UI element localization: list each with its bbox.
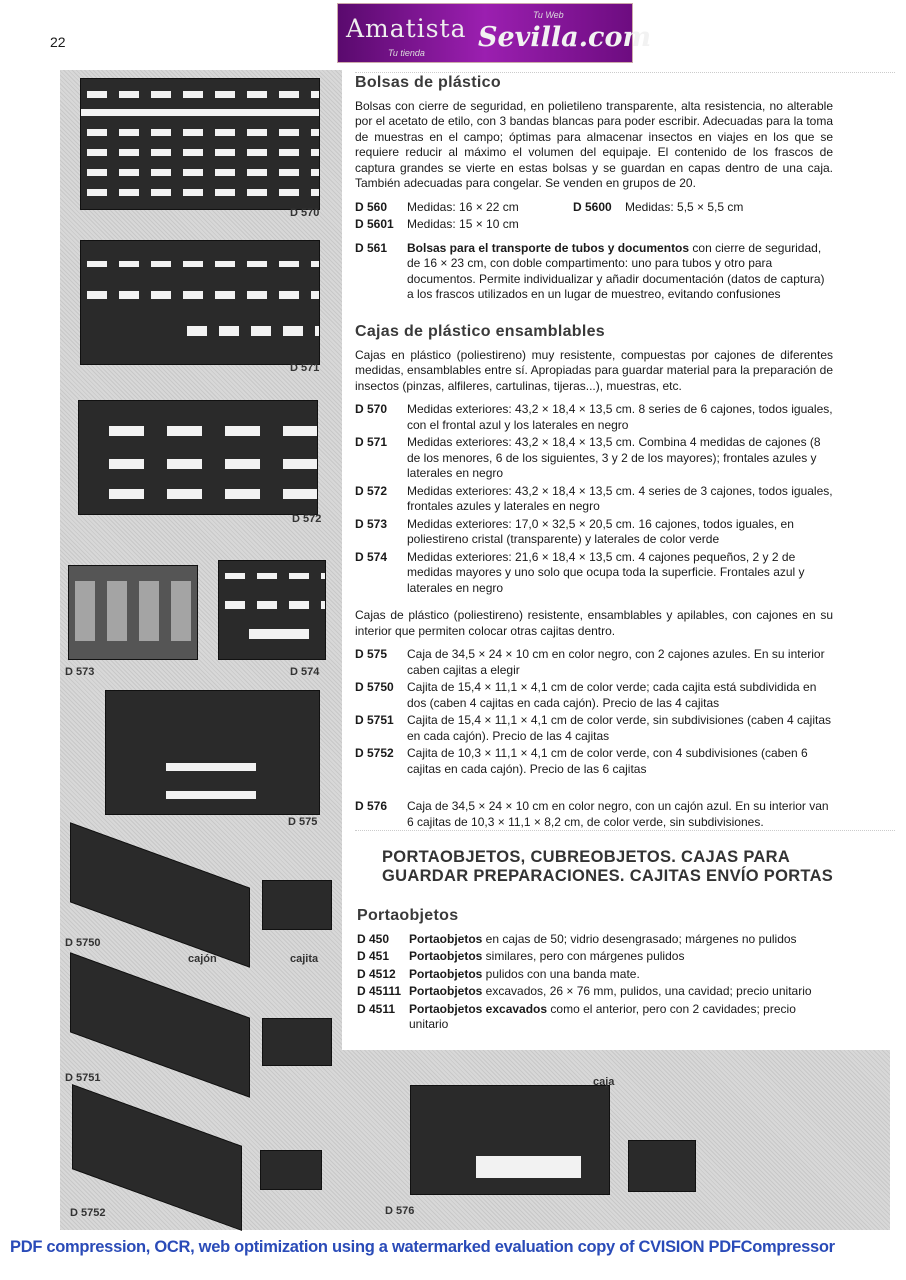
item-text: Cajita de 10,3 × 11,1 × 4,1 cm de color verde, con 4 subdivisiones (caben 6 cajitas en cada cajón). Precio de las 6 cajitas	[407, 746, 808, 776]
logo-sub: Sevilla.com	[478, 22, 652, 53]
heading-bolsas: Bolsas de plástico	[355, 74, 501, 91]
item-code: D 560	[355, 199, 388, 214]
item-bold-text: Portaobjetos	[409, 931, 483, 946]
product-image-cajita	[262, 880, 332, 930]
item-code: D 573	[355, 516, 388, 531]
item-bold-text: Portaobjetos	[409, 949, 483, 963]
item-code: D 571	[355, 435, 388, 449]
item-code: D 5750	[355, 680, 394, 694]
item-text: como el anterior, pero con 2 cavidades; precio unitario	[409, 1001, 796, 1031]
item-code: D 576	[355, 799, 388, 813]
item-text: en cajas de 50; vidrio desengrasado; márgenes no pulidos	[482, 931, 797, 946]
logo-tag-web: Tu Web	[533, 10, 564, 20]
watermark-footer: PDF compression, OCR, web optimization using a watermarked evaluation copy of CVISION PDFCompressor	[10, 1238, 835, 1256]
item-code: D 451	[357, 949, 390, 963]
product-image-d573	[68, 565, 198, 660]
item-text: Caja de 34,5 × 24 × 10 cm en color negro, con 2 cajones azules. En su interior caben cajitas a elegir	[407, 647, 825, 677]
item-text: Cajita de 15,4 × 11,1 × 4,1 cm de color verde; cada cajita está subdividida en dos (caben 4 cajitas en cada cajón). Precio de las 4 cajitas	[407, 680, 817, 710]
label-caja: caja	[593, 1076, 615, 1088]
label-cajon: cajón	[188, 953, 217, 965]
page-number: 22	[50, 34, 66, 50]
product-image-d574	[218, 560, 326, 660]
cajas-intro: Cajas en plástico (poliestireno) muy resistente, compuestas por cajones de diferentes medidas, ensamblables entre sí. Apropiadas para guardar material para la preparación de insectos (pinzas, alfileres, cartulinas, tijeras...), muestras, etc.	[355, 347, 833, 393]
label-d572: D 572	[292, 513, 322, 525]
product-image-d571	[80, 240, 320, 365]
item-text: Medidas exteriores: 21,6 × 18,4 × 13,5 cm. 4 cajones pequeños, 2 y 2 de medidas mayores y uno solo que ocupa toda la superficie. Frontales azul y laterales en negro	[407, 549, 805, 595]
product-image-caja	[628, 1140, 696, 1192]
item-code: D 574	[355, 549, 388, 564]
item-text: Medidas exteriores: 43,2 × 18,4 × 13,5 cm. 4 series de 3 cajones, todos iguales, frontales azules y laterales en negro	[407, 483, 833, 513]
label-d5750: D 5750	[65, 937, 101, 949]
label-d570: D 570	[290, 207, 320, 219]
item-code: D 570	[355, 402, 388, 416]
section-cajas	[355, 324, 833, 832]
item-bold-text: Portaobjetos	[409, 984, 483, 998]
label-d575: D 575	[288, 816, 318, 828]
item-text: Medidas: 16 × 22 cm	[407, 199, 519, 214]
item-text: pulidos con una banda mate.	[482, 966, 640, 981]
item-text: con cierre de seguridad, de 16 × 23 cm, con doble compartimento: uno para tubos y otro para documentos. Permite individualizar y añadir documentación (datos de captura) a los frascos utilizados en un lugar de muestreo, evitando confusiones	[407, 240, 825, 301]
label-d573: D 573	[65, 666, 95, 678]
item-code: D 5601	[355, 217, 394, 231]
item-text: Caja de 34,5 × 24 × 10 cm en color negro, con un cajón azul. En su interior van 6 cajitas de 10,3 × 11,1 × 8,2 cm, de color verde, sin subdivisiones.	[407, 799, 829, 829]
item-code: D 5751	[355, 713, 394, 727]
heading-cajas: Cajas de plástico ensamblables	[355, 323, 605, 340]
section-bolsas	[355, 75, 833, 305]
logo-main: Amatista	[346, 14, 467, 43]
item-text: Medidas exteriores: 43,2 × 18,4 × 13,5 cm. Combina 4 medidas de cajones (8 de los menores, 6 de los siguientes, 3 y 2 de los mayores); frontales azules y laterales en negro	[407, 435, 821, 480]
logo-tag-store: Tu tienda	[388, 48, 425, 58]
item-bold-text: Bolsas para el transporte de tubos y documentos	[407, 240, 690, 255]
label-d571: D 571	[290, 362, 320, 374]
label-d5752: D 5752	[70, 1207, 106, 1219]
item-bold-text: Portaobjetos excavados	[409, 1001, 548, 1016]
item-code: D 45111	[357, 984, 402, 998]
item-code: D 572	[355, 483, 388, 498]
item-text: Medidas exteriores: 43,2 × 18,4 × 13,5 cm. 8 series de 6 cajones, todos iguales, con el frontal azul y los laterales en negro	[407, 402, 833, 432]
cajas-intro-2: Cajas de plástico (poliestireno) resistente, ensamblables y apilables, con cajones en su interior que permiten colocar otras cajitas dentro.	[355, 608, 833, 638]
product-image-d572	[78, 400, 318, 515]
item-code: D 450	[357, 931, 390, 946]
product-image-cajita-3	[260, 1150, 322, 1190]
item-code: D 5600	[573, 199, 612, 214]
heading-portaobjetos-line1: PORTAOBJETOS, CUBREOBJETOS. CAJAS PARA	[382, 848, 791, 866]
item-text: Medidas exteriores: 17,0 × 32,5 × 20,5 cm. 16 cajones, todos iguales, en poliestireno cristal (transparente) y laterales de color verde	[407, 516, 794, 546]
section-portaobjetos	[357, 848, 837, 1035]
product-image-d575	[105, 690, 320, 815]
item-text: excavados, 26 × 76 mm, pulidos, una cavidad; precio unitario	[482, 984, 812, 998]
product-image-cajita-2	[262, 1018, 332, 1066]
label-cajita: cajita	[290, 953, 319, 965]
item-text: Medidas: 15 × 10 cm	[407, 217, 519, 231]
item-code: D 561	[355, 240, 388, 255]
subheading-portaobjetos: Portaobjetos	[357, 907, 459, 924]
heading-portaobjetos-line2: GUARDAR PREPARACIONES. CAJITAS ENVÍO PORTAS	[382, 867, 834, 885]
item-code: D 4512	[357, 966, 396, 981]
logo-banner[interactable]	[337, 3, 652, 63]
label-d5751: D 5751	[65, 1072, 101, 1084]
product-image-d576	[410, 1085, 610, 1195]
label-d576: D 576	[385, 1205, 415, 1217]
bolsas-intro: Bolsas con cierre de seguridad, en polietileno transparente, alta resistencia, no alterable por el acetato de etilo, con 3 bandas blancas para poder escribir. Adecuadas para la toma de muestras en el campo; óptimas para almacenar insectos en viajes en los que se requiere reducir al máximo el volumen del equipaje. El contenido de los frascos de captura grandes se vierte en estas bolsas y se guardan en capas dentro de una caja. También adecuadas para congelar. Se venden en grupos de 20.	[355, 98, 833, 190]
product-image-d570	[80, 78, 320, 210]
item-text: Medidas: 5,5 × 5,5 cm	[625, 199, 744, 214]
item-code: D 5752	[355, 746, 394, 760]
item-code: D 575	[355, 647, 388, 661]
label-d574: D 574	[290, 666, 320, 678]
item-text: similares, pero con márgenes pulidos	[482, 949, 685, 963]
item-bold-text: Portaobjetos	[409, 966, 483, 981]
item-text: Cajita de 15,4 × 11,1 × 4,1 cm de color verde, sin subdivisiones (caben 4 cajitas en cada cajón). Precio de las 4 cajitas	[407, 713, 832, 743]
item-code: D 4511	[357, 1001, 396, 1016]
